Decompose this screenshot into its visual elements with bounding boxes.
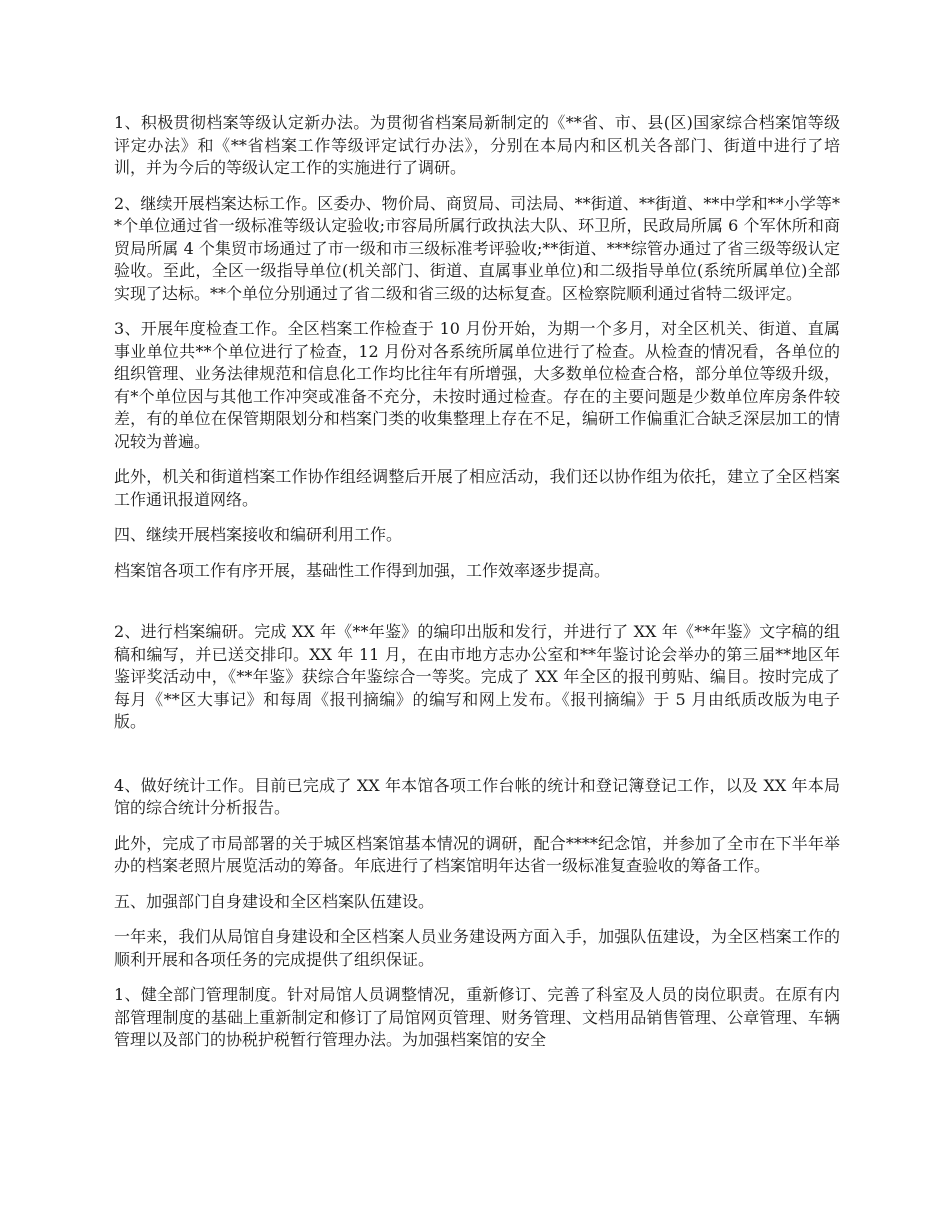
section-heading-five: 五、加强部门自身建设和全区档案队伍建设。 <box>114 891 435 911</box>
paragraph-cooperation-group: 此外，机关和街道档案工作协作组经调整后开展了相应活动，我们还以协作组为依托，建立了全区档案工作通讯报道网络。 <box>114 467 840 509</box>
document-body <box>114 112 840 1065</box>
paragraph-annual-inspection: 3、开展年度检查工作。全区档案工作检查于 10 月份开始，为期一个多月，对全区机关、街道、直属事业单位共**个单位进行了检查，12 月份对各系统所属单位进行了检查。从检查的情况看，各单位的组织管理、业务法律规范和信息化工作均比往年有所增强，大多数单位检查合格，部分单位等级升级，有*个单位因与其他工作冲突或准备不充分，未按时通过检查。存在的主要问题是少数单位库房条件较差，有的单位在保管期限划分和档案门类的收集整理上存在不足，编研工作偏重汇合缺乏深层加工的情况较为普遍。 <box>114 319 840 451</box>
paragraph-archive-work-overview: 档案馆各项工作有序开展，基础性工作得到加强，工作效率逐步提高。 <box>114 560 611 580</box>
blank-gap <box>114 747 840 775</box>
paragraph-additional-research: 此外，完成了市局部署的关于城区档案馆基本情况的调研，配合****纪念馆，并参加了全市在下半年举办的档案老照片展览活动的筹备。年底进行了档案馆明年达省一级标准复查验收的筹备工作。 <box>114 833 840 875</box>
paragraph-archive-standards: 2、继续开展档案达标工作。区委办、物价局、商贸局、司法局、**街道、**街道、**中学和**小学等**个单位通过省一级标准等级认定验收;市容局所属行政执法大队、环卫所，民政局所属 6 个军休所和商贸局所属 4 个集贸市场通过了市一级和市三级标准考评验收;**街道、***综管办通过了省三级等级认定验收。至此，全区一级指导单位(机关部门、街道、直属事业单位)和二级指导单位(系统所属单位)全部实现了达标。**个单位分别通过了省二级和省三级的达标复查。区检察院顺利通过省特二级评定。 <box>114 193 840 303</box>
paragraph-grade-certification: 1、积极贯彻档案等级认定新办法。为贯彻省档案局新制定的《**省、市、县(区)国家综合档案馆等级评定办法》和《**省档案工作等级评定试行办法》，分别在本局内和区机关各部门、街道中进行了培训，并为今后的等级认定工作的实施进行了调研。 <box>114 113 840 177</box>
paragraph-management-system: 1、健全部门管理制度。针对局馆人员调整情况，重新修订、完善了科室及人员的岗位职责。在原有内部管理制度的基础上重新制定和修订了局馆网页管理、财务管理、文档用品销售管理、公章管理、车辆管理以及部门的协税护税暂行管理办法。为加强档案馆的安全 <box>114 985 840 1049</box>
blank-gap <box>114 595 840 621</box>
paragraph-archive-compilation: 2、进行档案编研。完成 XX 年《**年鉴》的编印出版和发行，并进行了 XX 年《**年鉴》文字稿的组稿和编写，并已送交排印。XX 年 11 月，在由市地方志办公室和**年鉴讨论会举办的第三届**地区年鉴评奖活动中，《**年鉴》获综合年鉴综合一等奖。完成了 XX 年全区的报刊剪贴、编目。按时完成了每月《**区大事记》和每周《报刊摘编》的编写和网上发布。《报刊摘编》于 5 月由纸质改版为电子版。 <box>114 622 840 731</box>
paragraph-team-building: 一年来，我们从局馆自身建设和全区档案人员业务建设两方面入手，加强队伍建设，为全区档案工作的顺利开展和各项任务的完成提供了组织保证。 <box>114 927 840 969</box>
paragraph-statistics-work: 4、做好统计工作。目前已完成了 XX 年本馆各项工作台帐的统计和登记簿登记工作，以及 XX 年本局馆的综合统计分析报告。 <box>114 775 840 817</box>
section-heading-four: 四、继续开展档案接收和编研利用工作。 <box>114 525 403 544</box>
